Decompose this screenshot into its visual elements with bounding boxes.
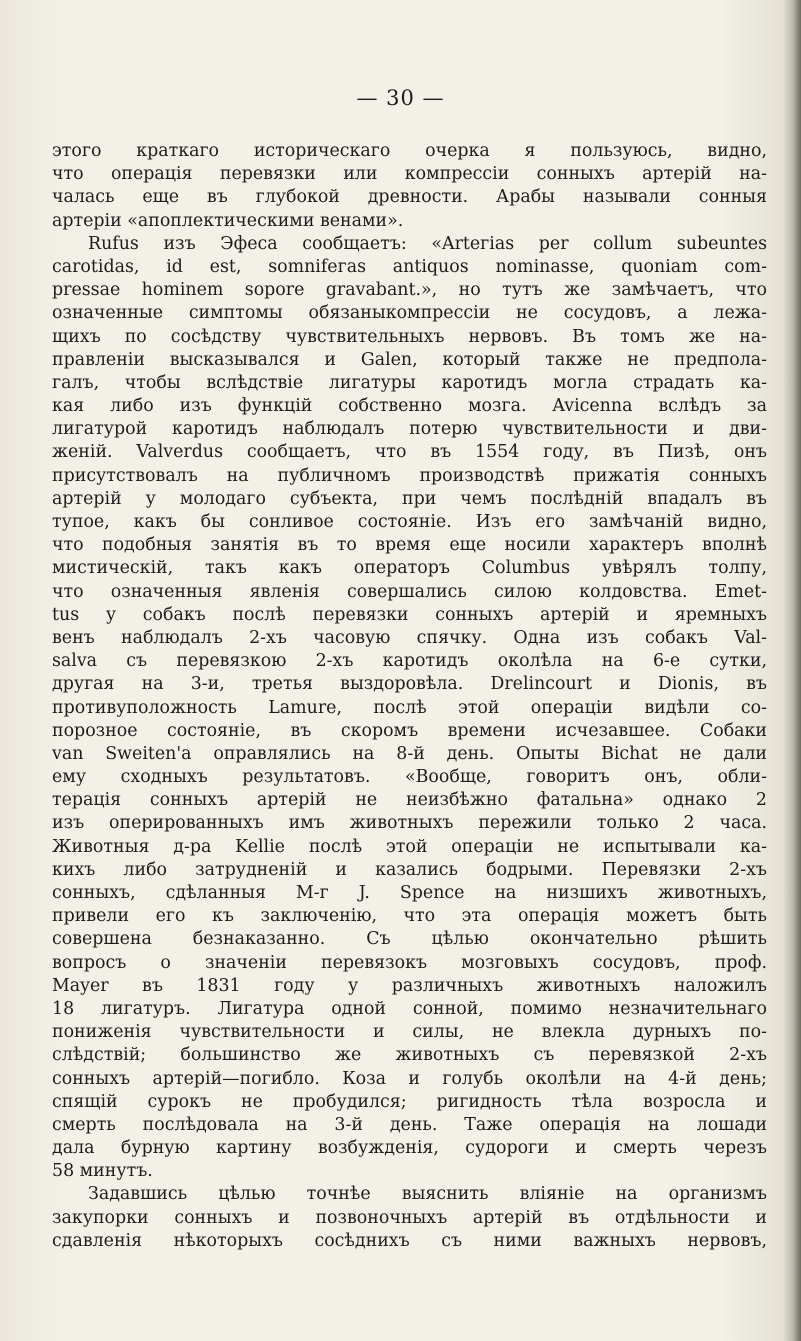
text-line: сдавленія нѣкоторыхъ сосѣднихъ съ ними важныхъ нервовъ, bbox=[52, 1230, 767, 1251]
text-line: чалась еще въ глубокой древности. Арабы называли сонныя bbox=[52, 187, 767, 208]
text-line: мистическій, такъ какъ операторъ Columbus увѣрялъ толпу, bbox=[52, 558, 767, 579]
text-line: венъ наблюдалъ 2-хъ часовую спячку. Одна изъ собакъ Val- bbox=[52, 627, 767, 648]
text-line: кая либо изъ функцій собственно мозга. Avicenna вслѣдъ за bbox=[52, 396, 767, 417]
text-line: van Sweiten'а оправлялись на 8-й день. Опыты Bichat не дали bbox=[52, 743, 767, 764]
text-line: порозное состояніе, въ скоромъ времени исчезавшее. Собаки bbox=[52, 720, 767, 741]
text-line: лигатурой каротидъ наблюдалъ потерю чувствительности и дви- bbox=[52, 419, 767, 440]
text-line: артерій у молодаго субъекта, при чемъ послѣдній впадалъ въ bbox=[52, 488, 767, 509]
text-line: сонныхъ артерій—погибло. Коза и голубь околѣли на 4-й день; bbox=[52, 1068, 767, 1089]
text-line: что операція перевязки или компрессіи сонныхъ артерій на- bbox=[52, 164, 767, 185]
text-line: совершена безнаказанно. Съ цѣлью окончательно рѣшить bbox=[52, 929, 767, 950]
text-line: галъ, чтобы вслѣдствіе лигатуры каротидъ могла страдать ка- bbox=[52, 372, 767, 393]
text-line: кихъ либо затрудненій и казались бодрыми. Перевязки 2-хъ bbox=[52, 859, 767, 880]
text-line: дала бурную картину возбужденія, судороги и смерть черезъ bbox=[52, 1138, 767, 1159]
body-text bbox=[52, 140, 767, 1253]
text-line: присутствовалъ на публичномъ производствѣ прижатія сонныхъ bbox=[52, 465, 767, 486]
text-line: Животныя д-ра Kellie послѣ этой операціи не испытывали ка- bbox=[52, 836, 767, 857]
text-line: означенные симптомы обязаныкомпрессіи не сосудовъ, а лежа- bbox=[52, 303, 767, 324]
text-line: tus у собакъ послѣ перевязки сонныхъ артерій и яремныхъ bbox=[52, 604, 767, 625]
text-line: слѣдствій; большинство же животныхъ съ перевязкой 2-хъ bbox=[52, 1045, 767, 1066]
text-line: женій. Valverdus сообщаетъ, что въ 1554 году, въ Пизѣ, онъ bbox=[52, 442, 767, 463]
text-line: этого краткаго историческаго очерка я пользуюсь, видно, bbox=[52, 141, 767, 161]
text-line: тупое, какъ бы сонливое состояніе. Изъ его замѣчаній видно, bbox=[52, 512, 767, 532]
text-line: что означенныя явленія совершались силою колдовства. Emet- bbox=[52, 581, 767, 602]
text-line: salva съ перевязкою 2-хъ каротидъ околѣла на 6-е сутки, bbox=[52, 651, 767, 672]
text-line: спящій сурокъ не пробудился; ригидность тѣла возросла и bbox=[52, 1091, 767, 1112]
text-line: сонныхъ, сдѣланныя М-г J. Spence на низшихъ животныхъ, bbox=[52, 883, 767, 903]
text-line: 18 лигатуръ. Лигатура одной сонной, помимо незначительнаго bbox=[52, 998, 767, 1019]
text-line: вопросъ о значеніи перевязокъ мозговыхъ сосудовъ, проф. bbox=[52, 952, 767, 973]
text-line: закупорки сонныхъ и позвоночныхъ артерій въ отдѣльности и bbox=[52, 1207, 767, 1228]
text-line: другая на 3-и, третья выздоровѣла. Drelincourt и Dionis, въ bbox=[52, 674, 767, 695]
text-line: артеріи «апоплектическими венами». bbox=[52, 210, 404, 231]
text-line: Задавшись цѣлью точнѣе выяснить вліяніе на организмъ bbox=[88, 1184, 767, 1205]
text-line: Rufus изъ Эфеса сообщаетъ: «Arteгias per collum subeuntes bbox=[88, 233, 767, 254]
text-line: пониженія чувствительности и силы, не влекла дурныхъ по- bbox=[52, 1022, 767, 1043]
text-line: Mayer въ 1831 году у различныхъ животныхъ наложилъ bbox=[52, 975, 767, 996]
text-line: смерть послѣдовала на 3-й день. Таже операція на лошади bbox=[52, 1114, 767, 1135]
text-line: щихъ по сосѣдству чувствительныхъ нервовъ. Въ томъ же на- bbox=[52, 326, 767, 347]
text-line: pressae hominem sopore gravabant.», но тутъ же замѣчаетъ, что bbox=[52, 280, 767, 301]
text-line: терація сонныхъ артерій не неизбѣжно фатальна» однако 2 bbox=[52, 790, 767, 811]
page-number: — 30 — bbox=[356, 86, 445, 110]
text-line: привели его къ заключенію, что эта операція можетъ быть bbox=[52, 906, 767, 927]
text-line: ему сходныхъ результатовъ. «Вообще, говоритъ онъ, обли- bbox=[52, 767, 767, 788]
text-line: изъ оперированныхъ имъ животныхъ пережили только 2 часа. bbox=[52, 813, 767, 834]
text-line: carotidas, id est, somnifeгas antiquos nominasse, quoniam com- bbox=[52, 256, 767, 277]
page-edge-shadow bbox=[783, 0, 801, 1341]
text-line: что подобныя занятія въ то время еще носили характеръ вполнѣ bbox=[52, 535, 767, 556]
text-line: правленіи высказывался и Galen, который также не предпола- bbox=[52, 349, 767, 370]
text-line: 58 минутъ. bbox=[52, 1161, 153, 1182]
text-line: противуположность Lamure, послѣ этой операціи видѣли со- bbox=[52, 697, 767, 718]
